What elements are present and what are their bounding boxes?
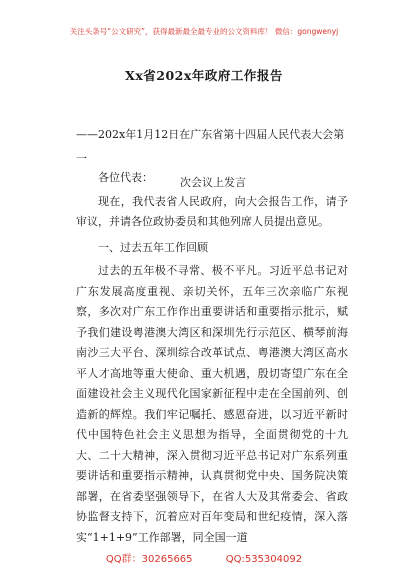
section-heading: 一、过去五年工作回顾 — [98, 240, 208, 254]
qq-group: QQ群：30265665 — [105, 554, 193, 565]
subtitle-line-2: 次会议上发言 — [180, 176, 246, 189]
opening-paragraph: 现在，我代表省人民政府，向大会报告工作，请予审议，并请各位政协委员和其他列席人员提出意见。 — [76, 194, 348, 228]
salutation: 各位代表： — [98, 171, 153, 184]
subtitle-line-1: ——202x年1月12日在广东省第十四届人民代表大会第一 — [76, 128, 345, 165]
qq-footer — [0, 550, 408, 565]
qq-contact: QQ:535304092 — [225, 554, 303, 565]
review-paragraph: 过去的五年极不寻常、极不平凡。习近平总书记对广东发展高度重视、亲切关怀，五年三次亲临广东视察，多次对广东工作作出重要讲话和重要指示批示，赋予我们建设粤港澳大湾区和深圳先行示范区、横琴前海南沙三大平台、深圳综合改革试点、粤港澳大湾区高水平人才高地等重大使命、重大机遇，殷切寄望广东在全面建设社会主义现代化国家新征程中走在全国前列、创造新的辉煌。我们牢记嘱托、感恩奋进，以习近平新时代中国特色社会主义思想为指导，全面贯彻党的十九大、二十大精神，深入贯彻习近平总书记对广东系列重要讲话和重要指示精神，认真贯彻党中央、国务院决策部署，在省委坚强领导下，在省人大及其常委会、省政协监督支持下，沉着应对百年变局和世纪疫情，深入落实“1+1+9”工作部署，同全国一道 — [76, 264, 348, 544]
document-title: Xx省202x年政府工作报告 — [125, 68, 283, 83]
promo-header: 关注头条号“公文研究”，获得最新最全最专业的公文资料库！ 微信：gongwenyj — [69, 27, 339, 36]
document-body — [76, 168, 348, 553]
